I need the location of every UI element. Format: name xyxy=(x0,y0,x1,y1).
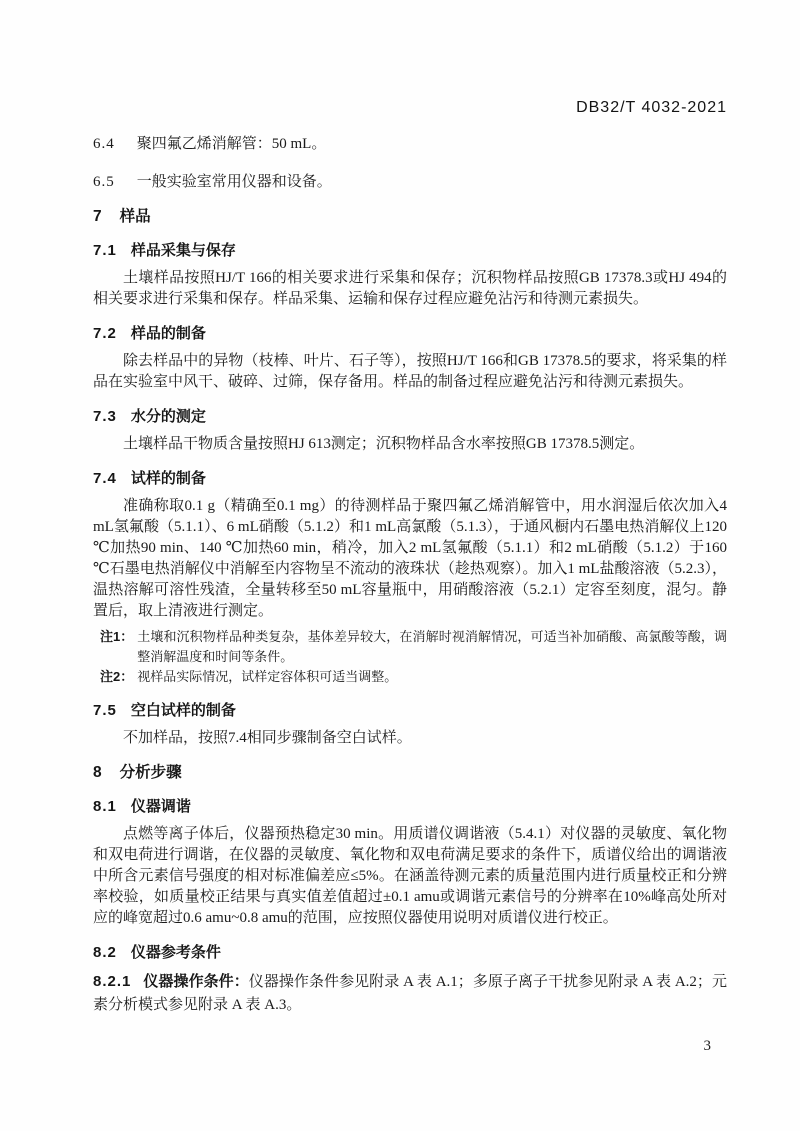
section-8-2-number: 8.2 xyxy=(93,944,117,961)
clause-8-2-1-text: 仪器操作条件参见附录 A 表 A.1；多原子离子干扰参见附录 A 表 A.2；元素分析模式参见附录 A 表 A.3。 xyxy=(93,974,727,1013)
doc-code: DB32/T 4032-2021 xyxy=(576,99,727,116)
chapter-8-number: 8 xyxy=(93,764,102,781)
clause-8-2-1 xyxy=(93,970,727,1017)
section-8-2-title: 仪器参考条件 xyxy=(130,944,221,961)
page-number: 3 xyxy=(703,1038,711,1054)
section-7-2-number: 7.2 xyxy=(93,325,117,342)
clause-6-4-number: 6.4 xyxy=(93,136,115,152)
section-7-4-title: 试样的制备 xyxy=(130,470,206,487)
section-7-5-title: 空白试样的制备 xyxy=(130,702,236,719)
chapter-7-number: 7 xyxy=(93,208,102,225)
section-8-1-title: 仪器调谐 xyxy=(130,798,191,815)
section-7-5-heading xyxy=(93,700,727,721)
chapter-7-heading xyxy=(93,206,727,227)
section-8-2-heading xyxy=(93,942,727,963)
note-2-label: 注2： xyxy=(100,669,134,684)
notes-block xyxy=(93,627,727,687)
section-8-1-heading xyxy=(93,796,727,817)
section-7-3-title: 水分的测定 xyxy=(130,408,206,425)
clause-6-5-text: 一般实验室常用仪器和设备。 xyxy=(136,174,332,190)
section-7-4-number: 7.4 xyxy=(93,470,117,487)
section-8-1-paragraph: 点燃等离子体后，仪器预热稳定30 min。用质谱仪调谐液（5.4.1）对仪器的灵敏度、氧化物和双电荷进行调谐，在仪器的灵敏度、氧化物和双电荷满足要求的条件下，质谱仪给出的调谐液中所含元素信号强度的相对标准偏差应≤5%。在涵盖待测元素的质量范围内进行质量校正和分辨率校验，如质量校正结果与真实值差值超过±0.1 amu或调谐元素信号的分辨率在10%峰高处所对应的峰宽超过0.6 amu~0.8 amu的范围，应按照仪器使用说明对质谱仪进行校正。 xyxy=(93,826,727,926)
clause-8-2-1-label: 仪器操作条件： xyxy=(143,973,249,990)
note-2 xyxy=(93,667,727,687)
document-content xyxy=(93,126,727,1017)
section-7-3-paragraph: 土壤样品干物质含量按照HJ 613测定；沉积物样品含水率按照GB 17378.5测定。 xyxy=(123,436,645,452)
section-7-2-title: 样品的制备 xyxy=(130,325,206,342)
clause-6-5-number: 6.5 xyxy=(93,174,115,190)
clause-8-2-1-head xyxy=(93,973,249,990)
section-7-5-paragraph: 不加样品，按照7.4相同步骤制备空白试样。 xyxy=(123,730,412,746)
note-1 xyxy=(93,627,727,667)
section-7-4-heading xyxy=(93,468,727,489)
clause-6-4 xyxy=(93,134,727,155)
note-2-text: 视样品实际情况，试样定容体积可适当调整。 xyxy=(137,669,398,684)
note-1-label: 注1： xyxy=(100,629,134,644)
section-7-3-number: 7.3 xyxy=(93,408,117,425)
clause-8-2-1-number: 8.2.1 xyxy=(93,973,132,990)
section-7-1-heading xyxy=(93,240,727,261)
note-1-text: 土壤和沉积物样品种类复杂，基体差异较大，在消解时视消解情况，可适当补加硝酸、高氯酸等酸，调整消解温度和时间等条件。 xyxy=(137,629,727,664)
chapter-7-title: 样品 xyxy=(119,208,151,225)
section-7-3-heading xyxy=(93,406,727,427)
chapter-8-title: 分析步骤 xyxy=(119,764,182,781)
clause-6-5 xyxy=(93,172,727,193)
section-7-2-heading xyxy=(93,323,727,344)
clause-6-4-text: 聚四氟乙烯消解管：50 mL。 xyxy=(136,136,327,152)
section-7-5-number: 7.5 xyxy=(93,702,117,719)
section-7-2-paragraph: 除去样品中的异物（枝棒、叶片、石子等），按照HJ/T 166和GB 17378.5的要求，将采集的样品在实验室中风干、破碎、过筛，保存备用。样品的制备过程应避免沾污和待测元素损失。 xyxy=(93,353,727,390)
section-7-4-paragraph: 准确称取0.1 g（精确至0.1 mg）的待测样品于聚四氟乙烯消解管中，用水润湿后依次加入4 mL氢氟酸（5.1.1）、6 mL硝酸（5.1.2）和1 mL高氯酸（5.1.3），于通风橱内石墨电热消解仪上120 ℃加热90 min、140 ℃加热60 min，稍冷，加入2 mL氢氟酸（5.1.1）和2 mL硝酸（5.1.2）于160 ℃石墨电热消解仪中消解至内容物呈不流动的液珠状（趁热观察）。加入1 mL盐酸溶液（5.2.3），温热溶解可溶性残渣，全量转移至50 mL容量瓶中，用硝酸溶液（5.2.1）定容至刻度，混匀。静置后，取上清液进行测定。 xyxy=(93,498,727,619)
chapter-8-heading xyxy=(93,762,727,783)
section-7-1-number: 7.1 xyxy=(93,242,117,259)
section-7-1-title: 样品采集与保存 xyxy=(130,242,236,259)
section-8-1-number: 8.1 xyxy=(93,798,117,815)
section-7-1-paragraph: 土壤样品按照HJ/T 166的相关要求进行采集和保存；沉积物样品按照GB 17378.3或HJ 494的相关要求进行采集和保存。样品采集、运输和保存过程应避免沾污和待测元素损失。 xyxy=(93,270,727,307)
